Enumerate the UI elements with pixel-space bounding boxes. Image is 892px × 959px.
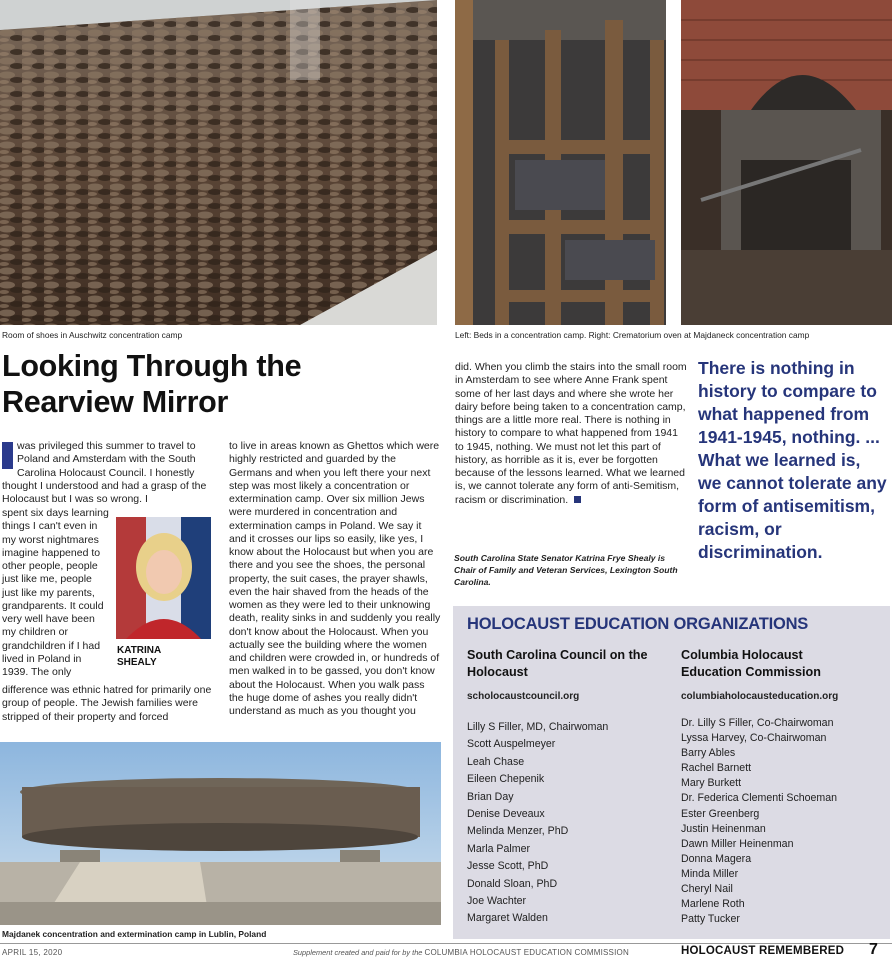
footer-supplement-org: COLUMBIA HOLOCAUST EDUCATION COMMISSION (424, 948, 629, 957)
article-headline: Looking Through the Rearview Mirror (2, 349, 302, 419)
author-name: KATRINA SHEALY (117, 645, 161, 668)
list-item: Scott Auspelmeyer (467, 738, 556, 751)
list-item: Dr. Lilly S Filler, Co-Chairwoman (681, 717, 834, 729)
article-column-3 (455, 361, 687, 507)
article-column-1-wrap (2, 507, 110, 679)
list-item: Lilly S Filler, MD, Chairwoman (467, 721, 609, 733)
drop-cap-block (2, 442, 13, 469)
majdanek-caption: Majdanek concentration and extermination camp in Lublin, Poland (2, 929, 267, 939)
list-item: Barry Ables (681, 747, 736, 760)
article-text-wrap: spent six days learning things I can't even in my worst nightmares imagine happened to other people, people just like me, people just like my parents, grandparents. It could very well have been my children or grandchildren if I had lived in Poland in 1939. The only (2, 507, 109, 678)
footer-date: APRIL 15, 2020 (2, 948, 63, 957)
article-column-1 (2, 440, 212, 506)
list-item: Leah Chase (467, 755, 525, 768)
footer-supplement-prefix: Supplement created and paid for by the (293, 948, 423, 957)
shoes-caption: Room of shoes in Auschwitz concentration camp (2, 330, 183, 340)
list-item: Mary Burkett (681, 777, 742, 790)
list-item: Marlene Roth (681, 898, 745, 911)
list-item: Rachel Barnett (681, 762, 752, 775)
sc-council-column (467, 647, 667, 928)
end-mark (574, 496, 581, 503)
beds-crematorium-caption: Left: Beds in a concentration camp. Right: Crematorium oven at Majdaneck concentration camp (455, 330, 810, 340)
list-item: Eileen Chepenik (467, 773, 545, 786)
list-item: Donald Sloan, PhD (467, 877, 558, 890)
footer-rule (0, 943, 892, 944)
list-item: Lyssa Harvey, Co-Chairwoman (681, 732, 827, 745)
list-item: Donna Magera (681, 852, 752, 865)
author-photo (116, 517, 211, 639)
article-column-2: to live in areas known as Ghettos which were highly restricted and guarded by the Germans and when you left there your next step was most likely a concentration or extermination camp. Over six million Jews were murdered in concentration and extermination camps in Poland. We say it and it crosses our lips so easily, like yes, I know about the Holocaust but when you are there and you see the shoes, the personal property, the suit cases, the prayer shawls, even the hair shaved from the heads of the women as they were led to their unknowing death, reality sinks in and suddenly you really don't know about the Holocaust. When you actually see the building where the women and children were crowded in, or hundreds of men walked in to be gassed, you don't know about the Holocaust. When you walk pass the huge dome of ashes you really didn't understand as much as you thought you (229, 440, 441, 717)
article-text-intro: was privileged this summer to travel to Poland and Amsterdam with the South Carolina Holocaust Council. I honestly thought I understood and had a grasp of the Holocaust but I was so wrong. I (2, 440, 207, 505)
list-item: Joe Wachter (467, 895, 527, 908)
list-item: Dawn Miller Heinenman (681, 837, 794, 850)
columbia-members (681, 716, 886, 927)
author-bio: South Carolina State Senator Katrina Frye Shealy is Chair of Family and Veteran Services, Lexington South Carolina. (454, 553, 678, 587)
article-text-conclusion: did. When you climb the stairs into the small room in Amsterdam to see where Anne Frank spent some of her last days and where she wrote her dairy before being taken to a concentration camp, things are a little more real. There is nothing in history to compare to what happened from 1941 to 1945, nothing. We must not let this part of history, as horrible as it is, ever be forgotten because of the lessons learned. What we learned is, we cannot tolerate any form of anti-Semitism, racism or discrimination. (455, 361, 687, 506)
list-item: Jesse Scott, PhD (467, 860, 549, 873)
beds-photo (455, 0, 666, 325)
organizations-title: HOLOCAUST EDUCATION ORGANIZATIONS (467, 615, 809, 633)
crematorium-photo (681, 0, 892, 325)
list-item: Denise Deveaux (467, 808, 545, 821)
sc-council-url[interactable]: scholocaustcouncil.org (467, 691, 580, 702)
footer-supplement (293, 948, 629, 957)
list-item: Melinda Menzer, PhD (467, 825, 569, 838)
list-item: Justin Heinenman (681, 822, 766, 835)
article-column-1-bottom (2, 684, 214, 724)
list-item: Margaret Walden (467, 912, 548, 925)
page-number: 7 (869, 941, 878, 958)
shoes-photo (0, 0, 437, 325)
organizations-box (453, 606, 890, 939)
list-item: Brian Day (467, 790, 514, 803)
list-item: Minda Miller (681, 867, 739, 880)
page-footer (0, 943, 892, 959)
list-item: Dr. Federica Clementi Schoeman (681, 792, 838, 805)
footer-section: HOLOCAUST REMEMBERED (681, 945, 845, 957)
sc-council-name: South Carolina Council on the Holocaust (467, 648, 648, 679)
list-item: Patty Tucker (681, 913, 740, 926)
sc-council-members (467, 719, 667, 928)
list-item: Ester Greenberg (681, 807, 760, 820)
columbia-column (681, 647, 886, 927)
columbia-name: Columbia Holocaust Education Commission (681, 648, 821, 679)
majdanek-photo (0, 742, 441, 925)
list-item: Cheryl Nail (681, 883, 733, 896)
list-item: Marla Palmer (467, 842, 530, 855)
article-text-bottom: difference was ethnic hatred for primarily one group of people. The Jewish families were stripped of their property and forced (2, 684, 212, 723)
pull-quote: There is nothing in history to compare to what happened from 1941-1945, nothing. ... What we learned is, we cannot tolerate any form of antisemitism, racism, or discrimination. (698, 358, 887, 562)
columbia-url[interactable]: columbiaholocausteducation.org (681, 691, 839, 702)
